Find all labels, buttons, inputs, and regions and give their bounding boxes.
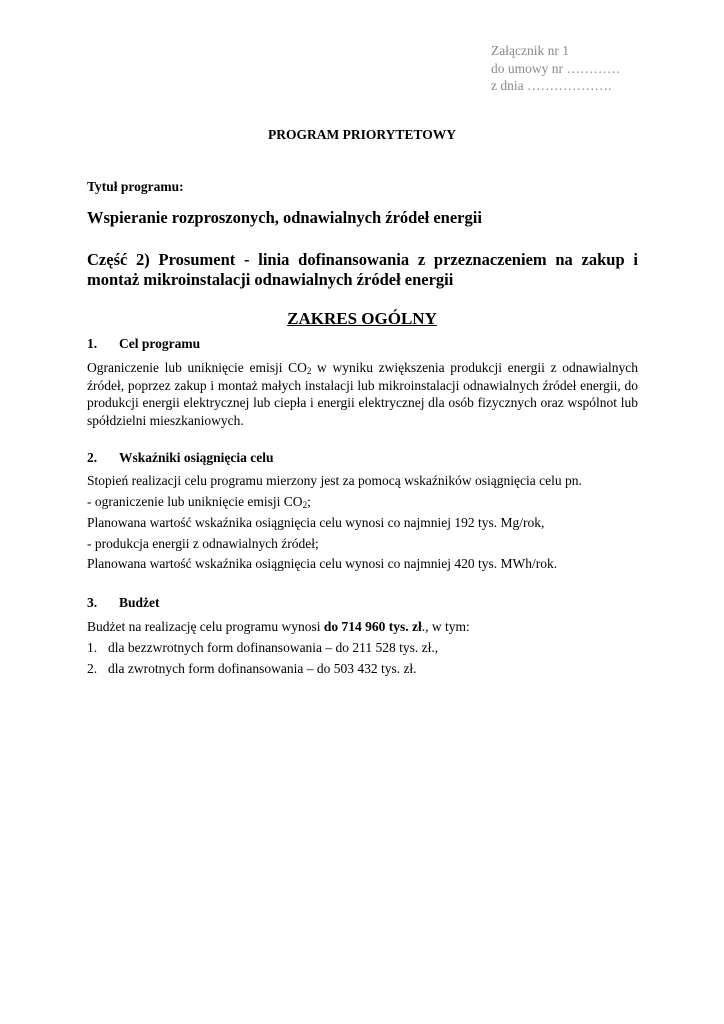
list-item-number: 2. (87, 661, 98, 676)
section-1-number: 1. (87, 336, 98, 351)
section-3-budget-amount: do 714 960 tys. zł (323, 619, 422, 634)
section-2-line-5: Planowana wartość wskaźnika osiągnięcia celu wynosi co najmniej 420 tys. MWh/rok. (87, 556, 558, 571)
section-1-paragraph (87, 359, 638, 429)
section-2-line-4: - produkcja energii z odnawialnych źródeł; (87, 536, 319, 551)
section-3-intro-end: ., w tym: (421, 619, 470, 634)
section-1-heading (87, 336, 200, 352)
section-3-number: 3. (87, 595, 98, 610)
section-2-title: Wskaźniki osiągnięcia celu (119, 450, 274, 465)
section-1-subscript: 2 (306, 366, 312, 376)
section-1-title: Cel programu (119, 336, 201, 351)
annex-note (491, 42, 620, 95)
section-2-line-1: Stopień realizacji celu programu mierzony jest za pomocą wskaźników osiągnięcia celu pn. (87, 473, 582, 488)
list-item (87, 640, 438, 656)
section-3-intro (87, 619, 470, 635)
list-item (87, 661, 417, 677)
section-1-text-a: Ograniczenie lub uniknięcie emisji CO (87, 360, 307, 375)
list-item-text: dla zwrotnych form dofinansowania – do 503 432 tys. zł. (108, 661, 417, 676)
program-title: Wspieranie rozproszonych, odnawialnych źródeł energii (87, 208, 482, 227)
section-3-intro-text: Budżet na realizację celu programu wynosi (87, 619, 324, 634)
section-2-heading (87, 450, 274, 466)
section-1-text-b: w wyniku zwiększenia produkcji energii z odnawialnych źródeł, poprzez zakup i montaż małych instalacji lub mikroinstalacji odnawialnych źródeł energii, do produkcji energii elektrycznej lub ciepła i energii elektrycznej dla osób fizycznych oraz wspólnot lub spółdzielni mieszkaniowych. (87, 360, 638, 428)
section-2-number: 2. (87, 450, 98, 465)
annex-line-1: Załącznik nr 1 (491, 43, 569, 58)
part-title: Część 2) Prosument - linia dofinansowania z przeznaczeniem na zakup i montaż mikroinstalacji odnawialnych źródeł energii (87, 250, 638, 289)
annex-line-3: z dnia ………………. (491, 78, 612, 93)
section-2-line-2-text: - ograniczenie lub uniknięcie emisji CO (87, 494, 303, 509)
title-label: Tytuł programu: (87, 179, 184, 194)
section-3-title: Budżet (119, 595, 160, 610)
list-item-number: 1. (87, 640, 98, 655)
section-2-line-3: Planowana wartość wskaźnika osiągnięcia celu wynosi co najmniej 192 tys. Mg/rok, (87, 515, 545, 530)
scope-heading: ZAKRES OGÓLNY (287, 309, 437, 328)
annex-line-2: do umowy nr ………… (491, 60, 621, 76)
list-item-text: dla bezzwrotnych form dofinansowania – do 211 528 tys. zł., (108, 640, 439, 655)
section-3-heading (87, 595, 160, 611)
section-2-line-2-subscript: 2 (302, 500, 308, 510)
program-heading: PROGRAM PRIORYTETOWY (268, 127, 456, 142)
section-2-line-2-end: ; (307, 494, 311, 509)
section-2-line-2 (87, 494, 311, 510)
